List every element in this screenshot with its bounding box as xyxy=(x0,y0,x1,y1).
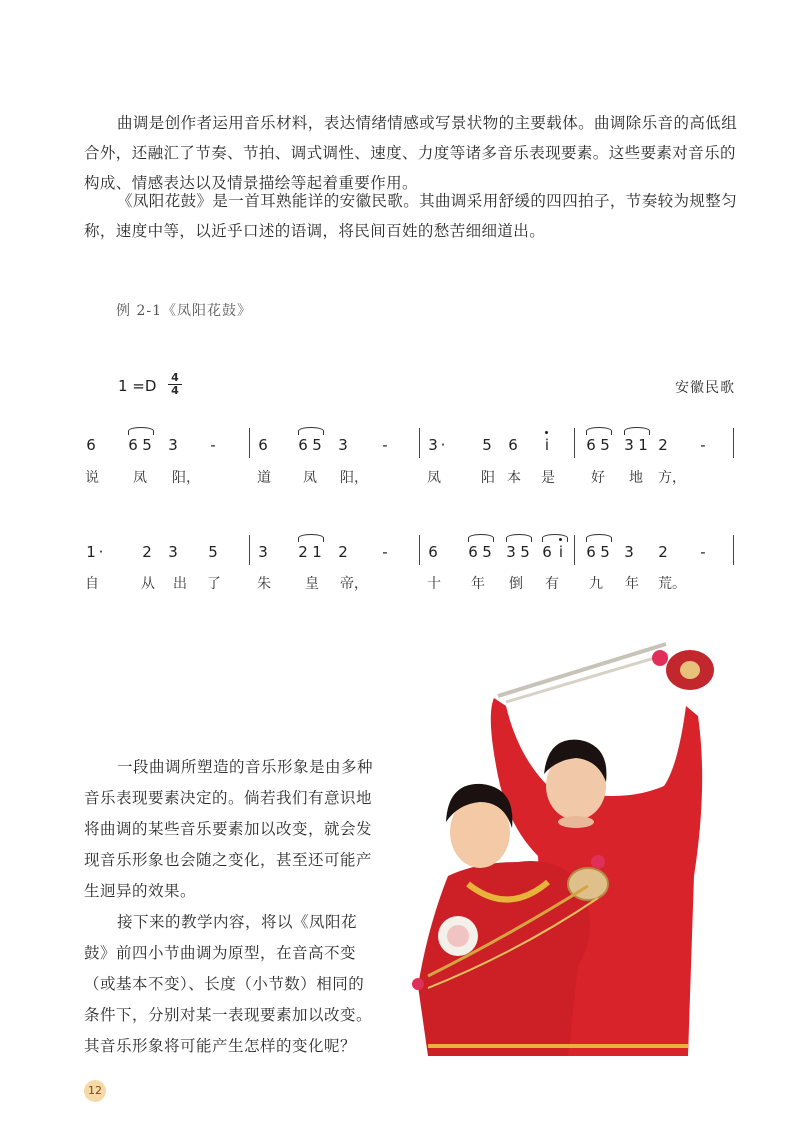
note: 6 xyxy=(298,436,308,454)
barline xyxy=(733,428,734,458)
note: 2 xyxy=(298,543,308,561)
intro-paragraph xyxy=(84,108,744,198)
note: 2 xyxy=(142,543,152,561)
lyric: 帝， xyxy=(340,576,368,592)
slur xyxy=(298,427,324,435)
note-dash: - xyxy=(700,543,706,561)
fengyang-text: 《凤阳花鼓》是一首耳熟能详的安徽民歌。其曲调采用舒缓的四四拍子，节奏较为规整匀称，速度中等，以近乎口述的语调，将民间百姓的愁苦细细道出。 xyxy=(84,192,738,240)
lyric: 年 xyxy=(625,576,639,592)
note: 2 xyxy=(658,543,668,561)
barline xyxy=(249,428,250,458)
song-origin: 安徽民歌 xyxy=(675,380,735,396)
note: 1 xyxy=(638,436,648,454)
note-dash: - xyxy=(382,436,388,454)
lyric: 荒。 xyxy=(658,576,686,592)
note: 5 xyxy=(482,436,492,454)
next-content-text: 接下来的教学内容，将以《凤阳花鼓》前四小节曲调为原型，在音高不变（或基本不变）、长度（小节数）相同的条件下，分别对某一表现要素加以改变。其音乐形象将可能产生怎样的变化呢？ xyxy=(84,913,373,1055)
lyric: 从 xyxy=(141,576,155,592)
note-dash: - xyxy=(700,436,706,454)
slur xyxy=(586,427,612,435)
high-octave-dot xyxy=(545,431,548,434)
lyric: 倒 xyxy=(509,576,523,592)
note: 5 xyxy=(520,543,530,561)
note: 5 xyxy=(312,436,322,454)
note: 3 xyxy=(168,543,178,561)
note-dash: - xyxy=(210,436,216,454)
lyric: 有 xyxy=(545,576,559,592)
note: 3 xyxy=(258,543,268,561)
time-signature xyxy=(168,372,182,397)
note-dash: - xyxy=(382,543,388,561)
note: 6 xyxy=(542,543,552,561)
note: 5 xyxy=(482,543,492,561)
flower-drum-dancers-photo xyxy=(398,636,730,1056)
music-image-paragraph xyxy=(84,752,376,907)
slur xyxy=(542,534,568,542)
key-signature: 1 =D xyxy=(118,377,157,395)
slur xyxy=(298,534,324,542)
note: 3 xyxy=(624,436,634,454)
lyric: 好 xyxy=(591,470,605,486)
note: 1 xyxy=(86,543,96,561)
note: i xyxy=(544,436,550,454)
note-dot: · xyxy=(98,543,104,561)
lyric: 了 xyxy=(207,576,221,592)
lyric: 十 xyxy=(427,576,441,592)
note: 3 xyxy=(168,436,178,454)
lyric: 说 xyxy=(85,470,99,486)
music-image-text: 一段曲调所塑造的音乐形象是由多种音乐表现要素决定的。倘若我们有意识地将曲调的某些音乐要素加以改变，就会发现音乐形象也会随之变化，甚至还可能产生迥异的效果。 xyxy=(84,758,374,900)
lyric: 方， xyxy=(658,470,686,486)
note: 6 xyxy=(508,436,518,454)
intro-text: 曲调是创作者运用音乐材料，表达情绪情感或写景状物的主要载体。曲调除乐音的高低组合外，还融汇了节奏、节拍、调式调性、速度、力度等诸多音乐表现要素。这些要素对音乐的构成、情感表达以及情景描绘等起着重要作用。 xyxy=(84,114,738,192)
time-signature-bottom: 4 xyxy=(171,384,179,397)
barline xyxy=(249,535,250,565)
lyric: 出 xyxy=(173,576,187,592)
lyric: 阳， xyxy=(172,470,200,486)
lyric: 凤 xyxy=(133,470,147,486)
slur xyxy=(506,534,532,542)
lyric: 自 xyxy=(85,576,99,592)
note: 6 xyxy=(428,543,438,561)
slur xyxy=(128,427,154,435)
example-caption: 例 2-1《凤阳花鼓》 xyxy=(116,303,252,319)
note: 5 xyxy=(600,436,610,454)
lyric: 是 xyxy=(541,470,555,486)
lyric: 凤 xyxy=(303,470,317,486)
note: 3 xyxy=(428,436,438,454)
note: 6 xyxy=(258,436,268,454)
note: i xyxy=(558,543,564,561)
lyric: 皇 xyxy=(305,576,319,592)
barline xyxy=(419,535,420,565)
barline xyxy=(419,428,420,458)
note: 3 xyxy=(338,436,348,454)
lyric: 年 xyxy=(471,576,485,592)
note: 6 xyxy=(468,543,478,561)
slur xyxy=(468,534,494,542)
barline xyxy=(574,428,575,458)
note: 5 xyxy=(142,436,152,454)
next-content-paragraph xyxy=(84,907,376,1062)
lyric: 道 xyxy=(257,470,271,486)
lyric: 阳， xyxy=(340,470,368,486)
time-signature-top: 4 xyxy=(171,371,179,384)
note: 2 xyxy=(658,436,668,454)
note: 3 xyxy=(624,543,634,561)
fengyang-paragraph xyxy=(84,186,744,246)
note: 6 xyxy=(586,543,596,561)
lyric: 朱 xyxy=(257,576,271,592)
note: 3 xyxy=(506,543,516,561)
lyric: 凤 xyxy=(427,470,441,486)
barline xyxy=(574,535,575,565)
lyric: 阳 xyxy=(481,470,495,486)
slur xyxy=(586,534,612,542)
page-number: 12 xyxy=(84,1080,106,1102)
note: 6 xyxy=(128,436,138,454)
lyric: 本 xyxy=(507,470,521,486)
lyric: 九 xyxy=(589,576,603,592)
lyric: 地 xyxy=(629,470,643,486)
note: 2 xyxy=(338,543,348,561)
note: 1 xyxy=(312,543,322,561)
note: 6 xyxy=(586,436,596,454)
note-dot: · xyxy=(440,436,446,454)
note: 5 xyxy=(600,543,610,561)
barline xyxy=(733,535,734,565)
note: 6 xyxy=(86,436,96,454)
note: 5 xyxy=(208,543,218,561)
slur xyxy=(624,427,650,435)
side-paragraphs xyxy=(84,752,376,1062)
